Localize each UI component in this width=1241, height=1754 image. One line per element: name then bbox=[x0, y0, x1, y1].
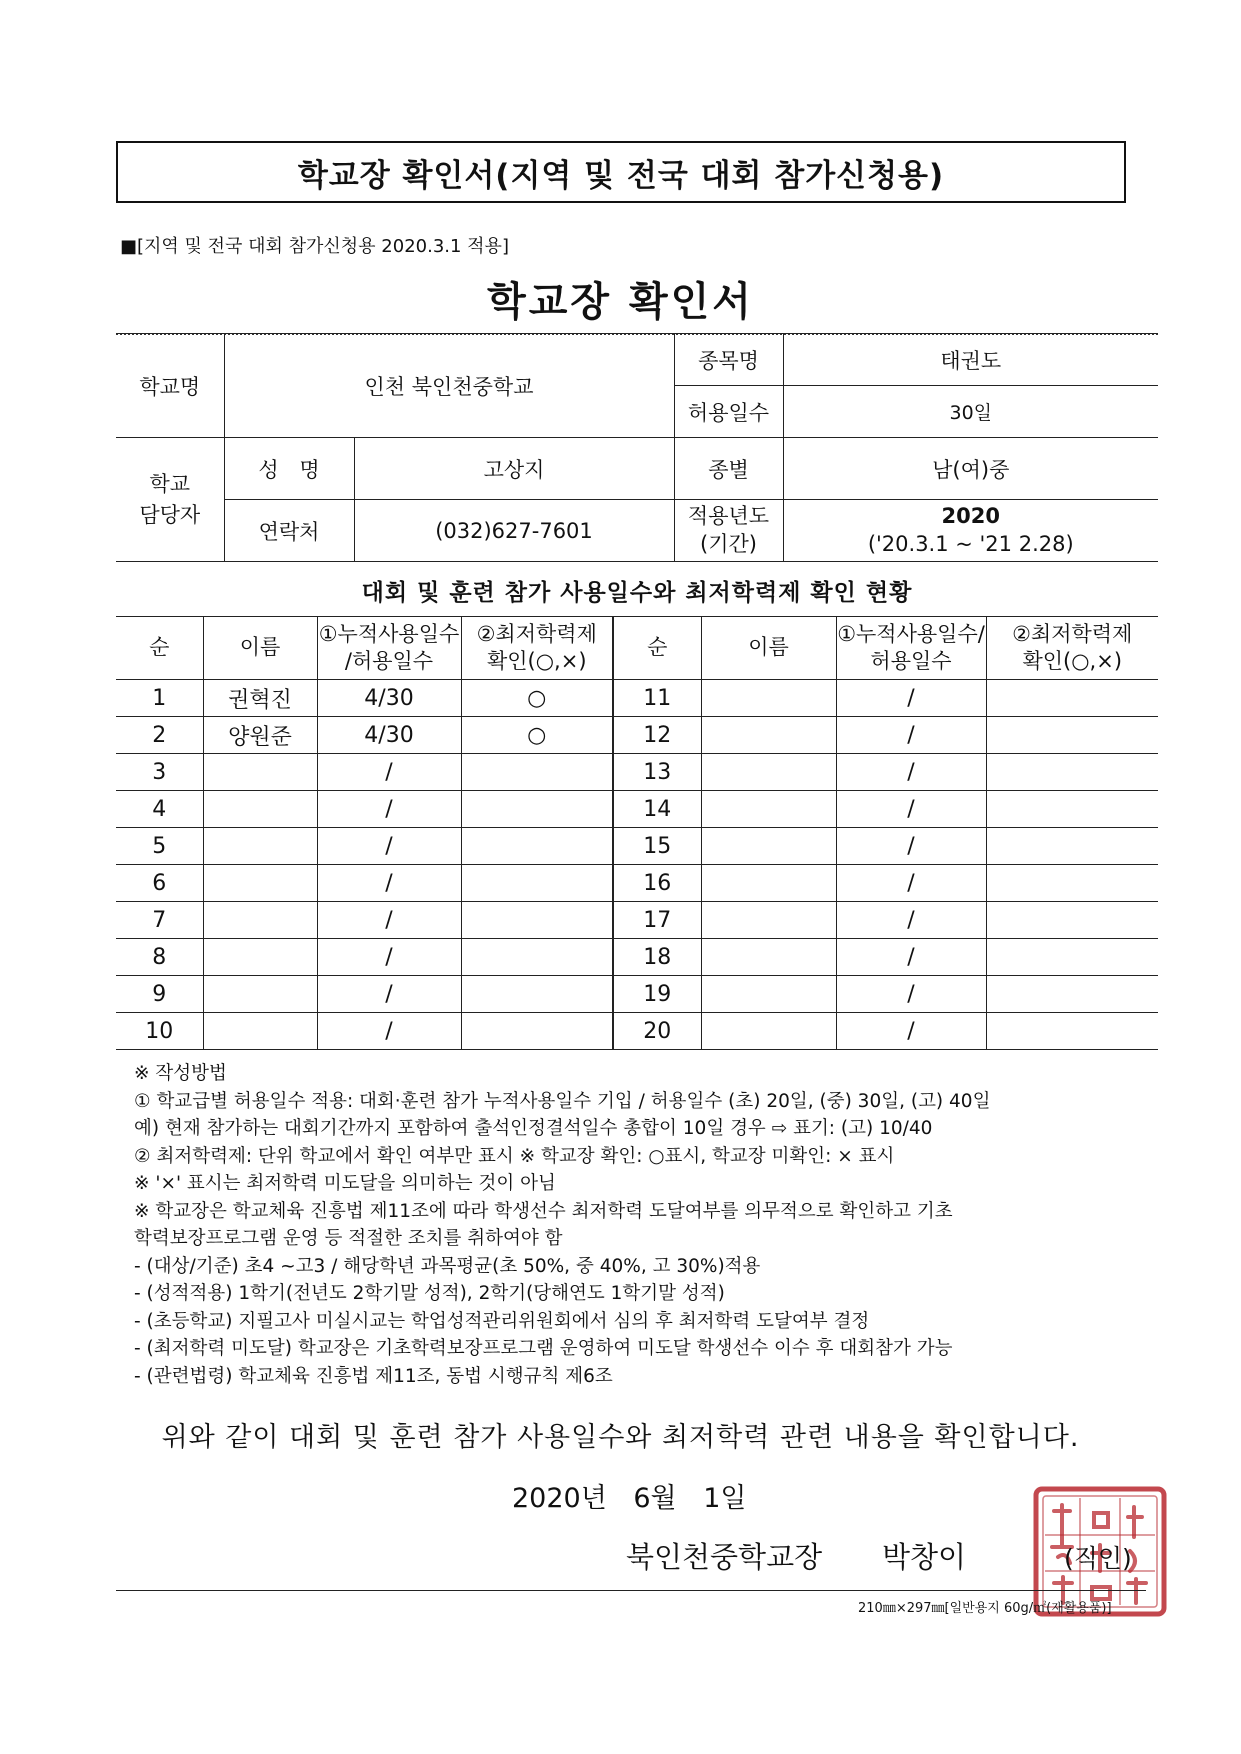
row-days: / bbox=[317, 976, 461, 1013]
instructions bbox=[134, 1060, 1160, 1390]
row-grade-right bbox=[986, 939, 1158, 976]
row-days-right: / bbox=[836, 791, 986, 828]
confirmation-statement: 위와 같이 대회 및 훈련 참가 사용일수와 최저학력 관련 내용을 확인합니다. bbox=[161, 1422, 1080, 1453]
row-days: / bbox=[317, 754, 461, 791]
allowed-days-label: 허용일수 bbox=[674, 386, 783, 438]
instruction-line: - (성적적용) 1학기(전년도 2학기말 성적), 2학기(당해연도 1학기말 성적) bbox=[134, 1283, 725, 1304]
row-grade-right bbox=[986, 680, 1158, 717]
row-grade bbox=[461, 791, 613, 828]
row-seq: 1 bbox=[116, 680, 203, 717]
row-days-right: / bbox=[836, 828, 986, 865]
row-seq-right: 15 bbox=[613, 828, 701, 865]
row-name-right bbox=[701, 791, 836, 828]
row-grade bbox=[461, 902, 613, 939]
row-seq-right: 20 bbox=[613, 1013, 701, 1050]
allowed-days-value: 30일 bbox=[783, 386, 1158, 438]
row-seq-right: 14 bbox=[613, 791, 701, 828]
event-value: 태권도 bbox=[783, 334, 1158, 386]
row-seq: 8 bbox=[116, 939, 203, 976]
row-seq: 7 bbox=[116, 902, 203, 939]
year-cell bbox=[783, 500, 1158, 562]
row-grade: ○ bbox=[461, 680, 613, 717]
row-seq-right: 17 bbox=[613, 902, 701, 939]
category-value: 남(여)중 bbox=[783, 438, 1158, 500]
form-title-banner bbox=[116, 141, 1126, 203]
row-days-right: / bbox=[836, 754, 986, 791]
info-table bbox=[116, 333, 1158, 562]
applies-label: ■[지역 및 전국 대회 참가신청용 2020.3.1 적용] bbox=[120, 236, 509, 257]
contact-label: 연락처 bbox=[224, 500, 354, 562]
row-days: 4/30 bbox=[317, 680, 461, 717]
row-seq: 5 bbox=[116, 828, 203, 865]
header-name-right: 이름 bbox=[701, 617, 836, 680]
issue-date: 2020년 6월 1일 bbox=[512, 1483, 747, 1514]
row-name bbox=[203, 902, 317, 939]
table-row bbox=[116, 791, 1158, 828]
table-row bbox=[116, 902, 1158, 939]
header-name: 이름 bbox=[203, 617, 317, 680]
table-row bbox=[116, 865, 1158, 902]
header-seq: 순 bbox=[116, 617, 203, 680]
instruction-line: ※ 학교장은 학교체육 진흥법 제11조에 따라 학생선수 최저학력 도달여부를 의무적으로 확인하고 기초 bbox=[134, 1200, 953, 1222]
row-name-right bbox=[701, 939, 836, 976]
event-label: 종목명 bbox=[674, 334, 783, 386]
table-row bbox=[116, 754, 1158, 791]
row-seq-right: 11 bbox=[613, 680, 701, 717]
row-days-right: / bbox=[836, 680, 986, 717]
participation-table bbox=[116, 616, 1158, 1050]
instruction-line: - (대상/기준) 초4 ~고3 / 해당학년 과목평균(초 50%, 중 40%, 고 30%)적용 bbox=[134, 1255, 761, 1277]
row-name-right bbox=[701, 828, 836, 865]
bottom-divider bbox=[116, 1590, 1146, 1591]
contact-value: (032)627-7601 bbox=[354, 500, 674, 562]
table-header-row bbox=[116, 617, 1158, 680]
row-seq: 3 bbox=[116, 754, 203, 791]
paper-spec: 210㎜×297㎜[일반용지 60g/㎡(재활용품)] bbox=[858, 1601, 1112, 1616]
row-name bbox=[203, 976, 317, 1013]
instruction-line: 학력보장프로그램 운영 등 적절한 조치를 취하여야 함 bbox=[134, 1228, 563, 1249]
row-seq: 10 bbox=[116, 1013, 203, 1050]
row-days-right: / bbox=[836, 902, 986, 939]
row-days: / bbox=[317, 828, 461, 865]
instructions-heading: ※ 작성방법 bbox=[134, 1063, 227, 1084]
row-days: / bbox=[317, 865, 461, 902]
row-name bbox=[203, 791, 317, 828]
row-days: / bbox=[317, 1013, 461, 1050]
row-grade-right bbox=[986, 976, 1158, 1013]
row-name-right bbox=[701, 902, 836, 939]
row-grade bbox=[461, 754, 613, 791]
period-value: ('20.3.1 ~ '21 2.28) bbox=[867, 531, 1074, 556]
instruction-line: ① 학교급별 허용일수 적용: 대회·훈련 참가 누적사용일수 기입 / 허용일수 (초) 20일, (중) 30일, (고) 40일 bbox=[134, 1090, 991, 1112]
year-value: 2020 bbox=[941, 504, 1000, 529]
header-days: ①누적사용일수 /허용일수 bbox=[317, 617, 461, 680]
name-label: 성 명 bbox=[224, 438, 354, 500]
person-label: 학교 담당자 bbox=[116, 438, 224, 562]
row-name: 양원준 bbox=[203, 717, 317, 754]
row-days-right: / bbox=[836, 939, 986, 976]
header-days-right: ①누적사용일수/ 허용일수 bbox=[836, 617, 986, 680]
row-grade-right bbox=[986, 828, 1158, 865]
row-seq-right: 19 bbox=[613, 976, 701, 1013]
instruction-line: - (최저학력 미도달) 학교장은 기초학력보장프로그램 운영하여 미도달 학생선수 이수 후 대회참가 가능 bbox=[134, 1338, 953, 1359]
row-seq-right: 13 bbox=[613, 754, 701, 791]
school-value: 인천 북인천중학교 bbox=[224, 334, 674, 438]
instruction-line: ※ '×' 표시는 최저학력 미도달을 의미하는 것이 아님 bbox=[134, 1173, 556, 1194]
row-grade-right bbox=[986, 717, 1158, 754]
header-seq-right: 순 bbox=[613, 617, 701, 680]
table-row bbox=[116, 680, 1158, 717]
row-seq: 2 bbox=[116, 717, 203, 754]
instruction-line: - (관련법령) 학교체육 진흥법 제11조, 동법 시행규칙 제6조 bbox=[134, 1365, 613, 1387]
row-name-right bbox=[701, 865, 836, 902]
row-grade bbox=[461, 939, 613, 976]
row-name-right bbox=[701, 754, 836, 791]
section-title: 대회 및 훈련 참가 사용일수와 최저학력제 확인 현황 bbox=[361, 580, 913, 606]
row-grade-right bbox=[986, 754, 1158, 791]
row-grade bbox=[461, 1013, 613, 1050]
table-row bbox=[116, 976, 1158, 1013]
table-row bbox=[116, 717, 1158, 754]
table-row bbox=[116, 828, 1158, 865]
row-name-right bbox=[701, 680, 836, 717]
header-grade: ②최저학력제 확인(○,×) bbox=[461, 617, 613, 680]
row-seq: 4 bbox=[116, 791, 203, 828]
signer-name: 박창이 bbox=[882, 1540, 967, 1574]
row-days: 4/30 bbox=[317, 717, 461, 754]
row-days-right: / bbox=[836, 865, 986, 902]
header-grade-right: ②최저학력제 확인(○,×) bbox=[986, 617, 1158, 680]
table-row bbox=[116, 939, 1158, 976]
row-seq: 6 bbox=[116, 865, 203, 902]
row-grade-right bbox=[986, 865, 1158, 902]
row-grade bbox=[461, 976, 613, 1013]
row-days: / bbox=[317, 939, 461, 976]
year-label: 적용년도 (기간) bbox=[674, 500, 783, 562]
row-name-right bbox=[701, 717, 836, 754]
table-row bbox=[116, 1013, 1158, 1050]
instruction-line: ② 최저학력제: 단위 학교에서 확인 여부만 표시 ※ 학교장 확인: ○표시, 학교장 미확인: × 표시 bbox=[134, 1145, 895, 1167]
row-name bbox=[203, 754, 317, 791]
row-seq-right: 18 bbox=[613, 939, 701, 976]
row-name-right bbox=[701, 976, 836, 1013]
instruction-line: - (초등학교) 지필고사 미실시교는 학업성적관리위원회에서 심의 후 최저학력 도달여부 결정 bbox=[134, 1310, 870, 1332]
row-days-right: / bbox=[836, 976, 986, 1013]
row-grade-right bbox=[986, 791, 1158, 828]
instruction-line: 예) 현재 참가하는 대회기간까지 포함하여 출석인정결석일수 총합이 10일 경우 ⇨ 표기: (고) 10/40 bbox=[134, 1118, 933, 1139]
form-title: 학교장 확인서(지역 및 전국 대회 참가신청용) bbox=[297, 157, 945, 194]
row-days: / bbox=[317, 791, 461, 828]
row-name bbox=[203, 828, 317, 865]
row-days: / bbox=[317, 902, 461, 939]
row-grade-right bbox=[986, 902, 1158, 939]
row-name bbox=[203, 865, 317, 902]
row-grade-right bbox=[986, 1013, 1158, 1050]
row-grade bbox=[461, 865, 613, 902]
page-title: 학교장 확인서 bbox=[487, 279, 754, 325]
name-value: 고상지 bbox=[354, 438, 674, 500]
row-name-right bbox=[701, 1013, 836, 1050]
row-name: 권혁진 bbox=[203, 680, 317, 717]
row-grade: ○ bbox=[461, 717, 613, 754]
row-name bbox=[203, 1013, 317, 1050]
category-label: 종별 bbox=[674, 438, 783, 500]
row-grade bbox=[461, 828, 613, 865]
seal-label: (직인) bbox=[1064, 1544, 1132, 1573]
row-seq-right: 12 bbox=[613, 717, 701, 754]
row-days-right: / bbox=[836, 1013, 986, 1050]
row-seq-right: 16 bbox=[613, 865, 701, 902]
row-name bbox=[203, 939, 317, 976]
row-days-right: / bbox=[836, 717, 986, 754]
school-label: 학교명 bbox=[116, 334, 224, 438]
signer-title: 북인천중학교장 bbox=[626, 1540, 823, 1574]
row-seq: 9 bbox=[116, 976, 203, 1013]
